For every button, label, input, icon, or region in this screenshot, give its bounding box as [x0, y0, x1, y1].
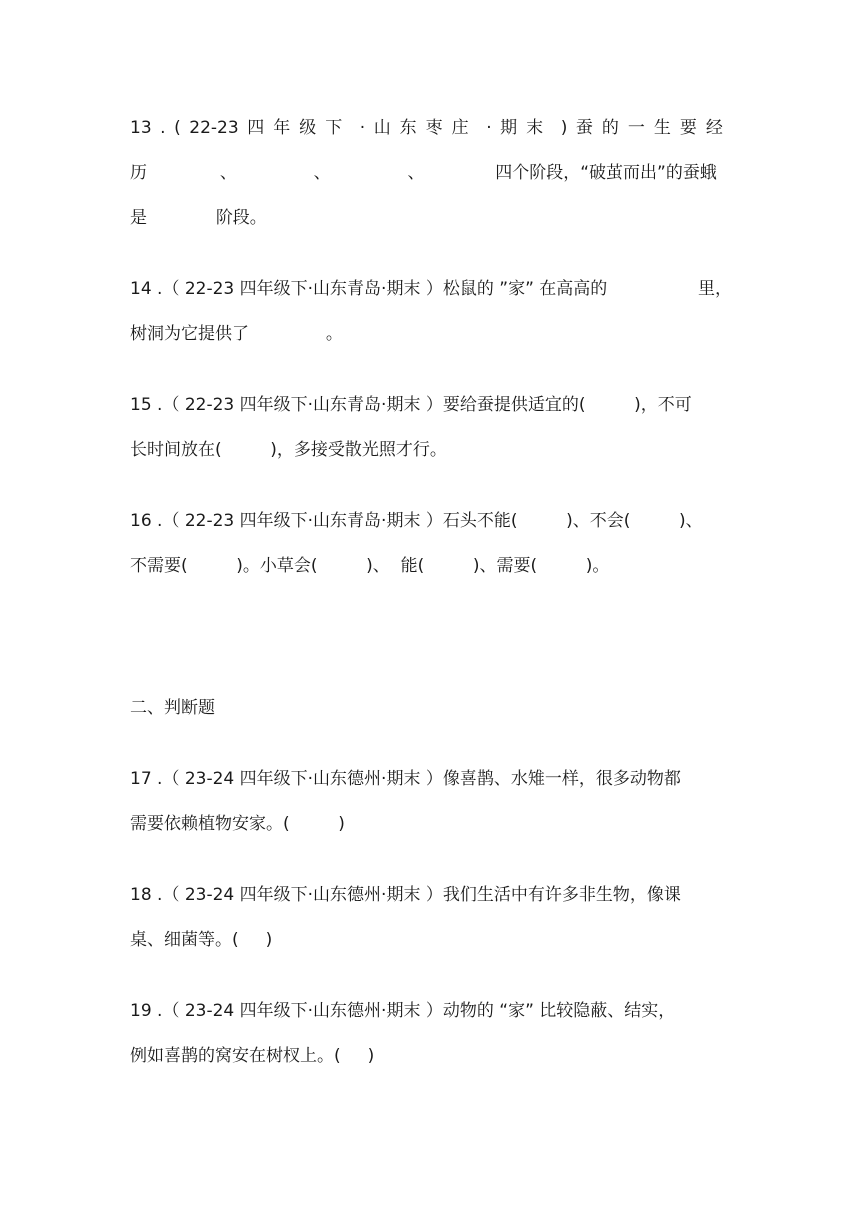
punctuation: 。 [325, 324, 343, 344]
question-text: 四个阶段，“破茧而出”的蚕蛾 [495, 163, 717, 183]
question-16-line-1 [130, 509, 732, 533]
question-text: 例如喜鹊的窝安在树杈上。( ) [130, 1046, 375, 1066]
question-text: 阶段。 [215, 208, 267, 228]
question-text: 树洞为它提供了 [130, 324, 249, 344]
source-years: 22-23 [189, 118, 239, 138]
punctuation: 、 [219, 163, 237, 183]
question-text: 16 .（ 22-23 四年级下·山东青岛·期末 ）石头不能( )、不会( )、 [130, 511, 703, 531]
question-17-line-1 [130, 767, 732, 791]
question-text: 桌、细菌等。( ) [130, 930, 273, 950]
question-14-line-1 [130, 277, 732, 301]
question-text: 历 [130, 163, 147, 183]
source-place: 山东枣庄 [373, 118, 478, 138]
question-16-line-2 [130, 554, 732, 578]
question-13-line-3 [130, 206, 732, 230]
source-grade: 四年级下 [247, 118, 352, 138]
question-text: 17 .（ 23-24 四年级下·山东德州·期末 ）像喜鹊、水雉一样，很多动物都 [130, 769, 681, 789]
question-text: 19 .（ 23-24 四年级下·山东德州·期末 ）动物的 “家” 比较隐蔽、结实， [130, 1001, 676, 1021]
question-18-line-1 [130, 883, 732, 907]
question-number: 13 [130, 118, 152, 138]
question-13-line-2 [130, 161, 732, 185]
source-separator: · [486, 118, 492, 138]
question-18-line-2 [130, 928, 732, 952]
source-close-paren: ) [560, 118, 568, 138]
source-separator: · [359, 118, 366, 138]
question-stem: 蚕的一生要经 [575, 118, 732, 138]
question-15-line-1 [130, 393, 732, 417]
question-text: 14 .（ 22-23 四年级下·山东青岛·期末 ）松鼠的 ”家” 在高高的 [130, 279, 608, 299]
question-text: 是 [130, 208, 147, 228]
source-term: 期末 [500, 118, 553, 138]
question-text: 15 .（ 22-23 四年级下·山东青岛·期末 ）要给蚕提供适宜的( )，不可 [130, 395, 692, 415]
question-19-line-2 [130, 1044, 732, 1068]
question-text: 里， [698, 279, 732, 299]
question-text: 不需要( )。小草会( )、 能( )、需要( )。 [130, 556, 610, 576]
question-dot: . [160, 118, 166, 138]
question-text: 18 .（ 23-24 四年级下·山东德州·期末 ）我们生活中有许多非生物，像课 [130, 885, 681, 905]
question-15-line-2 [130, 438, 732, 462]
question-text: 长时间放在( )，多接受散光照才行。 [130, 440, 447, 460]
question-17-line-2 [130, 812, 732, 836]
question-19-line-1 [130, 999, 732, 1023]
section-title-judgement: 二、判断题 [130, 698, 215, 718]
question-13-line-1 [130, 116, 732, 140]
question-text: 需要依赖植物安家。( ) [130, 814, 345, 834]
punctuation: 、 [313, 163, 331, 183]
question-14-line-2 [130, 322, 732, 346]
punctuation: 、 [407, 163, 425, 183]
source-open-paren: ( [174, 118, 181, 138]
